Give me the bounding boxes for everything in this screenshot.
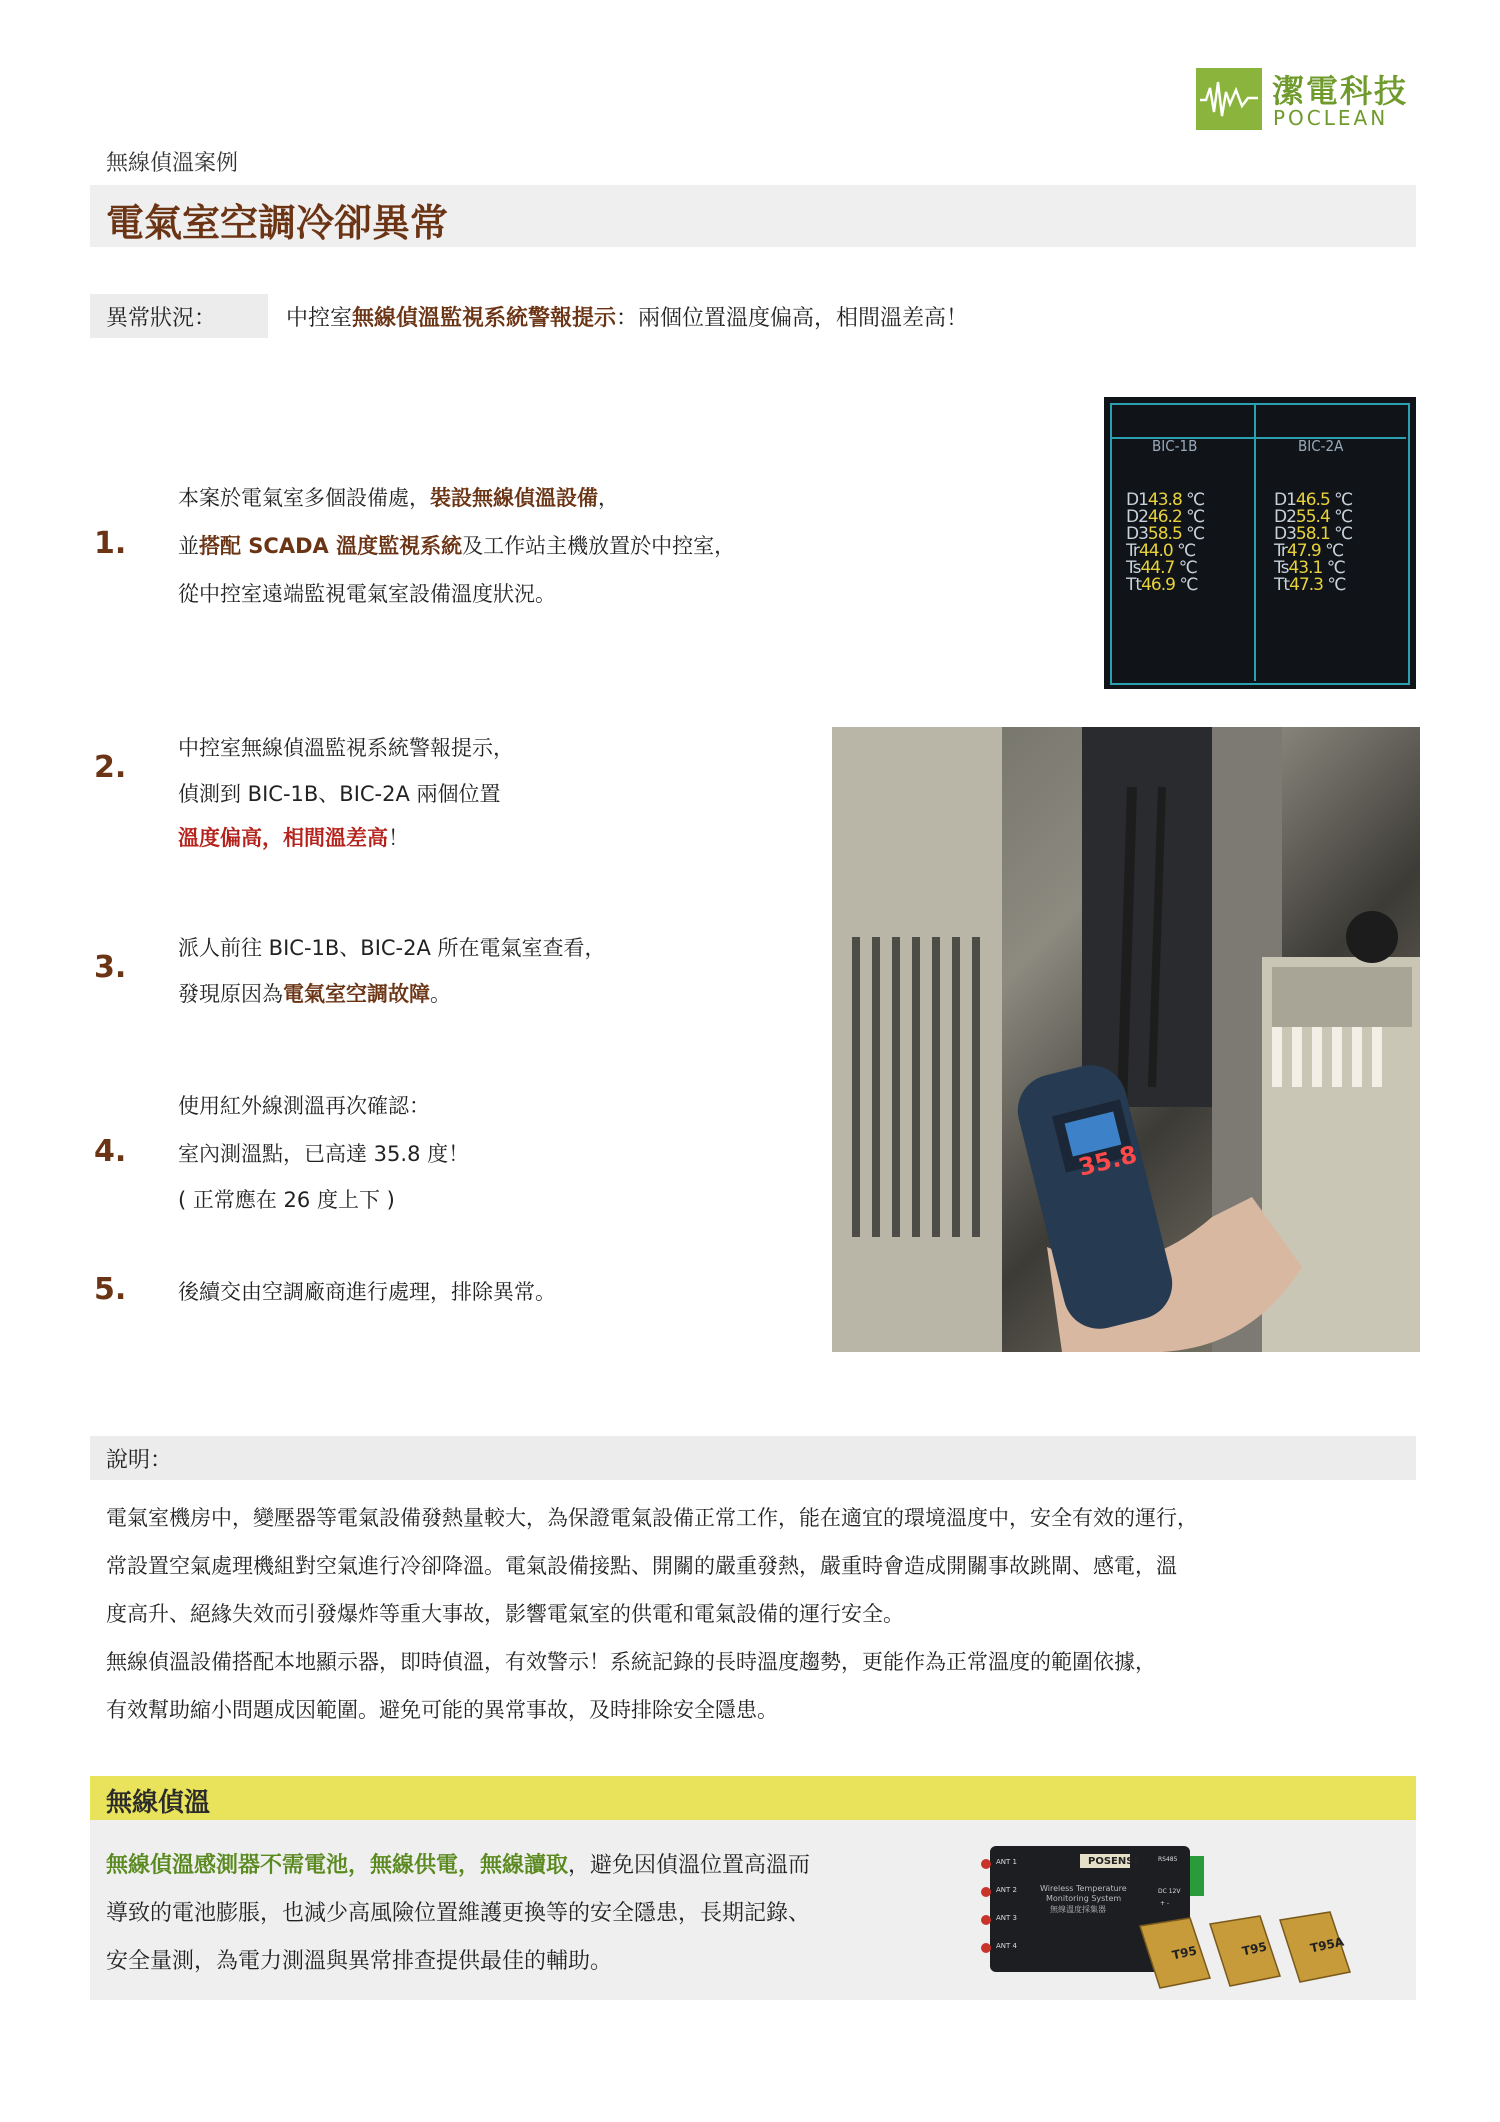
ir-reading-display: 35.8 [1075,1140,1140,1182]
device-illustration [980,1846,1410,1996]
scada-reading-unit: ℃ [1322,558,1345,578]
step-5-line-1: 後續交由空調廠商進行處理，排除異常。 [178,1280,556,1304]
step-2-line-2: 偵測到 BIC-1B、BIC-2A 兩個位置 [178,782,501,806]
device-ant-3: ANT 3 [996,1914,1017,1922]
step-1-line-1 [178,482,619,512]
abnormal-highlight: 無線偵溫監視系統警報提示 [352,306,617,331]
scada-reading-value: 47.9 [1286,541,1321,561]
step-2-highlight: 溫度偏高，相間溫差高 [178,826,388,850]
step-1-line-2 [178,530,735,560]
device-brand: POSENSE [1088,1856,1141,1867]
scada-reading-unit: ℃ [1174,575,1198,595]
scada-reading-point: D2 [1274,507,1296,527]
step-4-line-2: 室內測溫點，已高達 35.8 度！ [178,1142,470,1166]
scada-reading-point: Tr [1274,541,1287,561]
scada-screen-photo [1104,397,1416,689]
scada-reading-value: 58.1 [1295,524,1330,544]
ir-thermometer-photo [832,727,1420,1352]
scada-reading-point: D3 [1274,524,1296,544]
scada-reading-point: D3 [1126,524,1148,544]
step-3-text: 發現原因為 [178,982,283,1006]
scada-reading-unit: ℃ [1181,524,1205,544]
step-1-highlight: 搭配 SCADA 溫度監視系統 [199,534,463,558]
scada-reading-unit: ℃ [1181,490,1205,510]
step-1-text: 本案於電氣室多個設備處， [178,486,430,510]
description-label: 說明： [106,1448,173,1473]
description-line-5: 有效幫助縮小問題成因範圍。避免可能的異常事故，及時排除安全隱患。 [106,1698,778,1722]
device-name-en-2: Monitoring System [1046,1894,1122,1903]
device-ant-1: ANT 1 [996,1858,1017,1866]
scada-reading-value: 46.2 [1147,507,1182,527]
logo-mark-icon [1196,68,1262,130]
device-side-label-2: DC 12V [1158,1888,1181,1895]
step-1-text: 並 [178,534,199,558]
step-2-line-1: 中控室無線偵溫監視系統警報提示， [178,736,514,760]
step-1-text: 及工作站主機放置於中控室， [462,534,736,558]
step-1-punct: ， [598,486,619,510]
scada-reading-unit: ℃ [1181,507,1205,527]
sensor-label-3: T95A [1308,1934,1346,1956]
scada-reading-value: 44.7 [1140,558,1175,578]
abnormal-prefix: 中控室 [286,306,353,331]
step-4-number: 4. [94,1134,127,1169]
scada-col2-readings [1274,492,1352,594]
scada-reading-point: Tt [1126,575,1142,595]
scada-reading-value: 46.5 [1295,490,1330,510]
sensor-label-1: T95 [1170,1943,1199,1963]
step-3-number: 3. [94,950,127,985]
scada-reading-unit: ℃ [1172,541,1196,561]
step-1-highlight: 裝設無線偵溫設備 [430,486,598,510]
abnormal-label: 異常狀況： [106,306,217,331]
scada-col1-readings [1126,492,1204,594]
step-2-line-3 [178,822,409,852]
scada-reading-unit: ℃ [1329,507,1353,527]
scada-reading-value: 44.0 [1138,541,1173,561]
description-label-box [90,1436,1416,1480]
scada-reading-value: 46.9 [1141,575,1175,595]
scada-reading-value: 43.8 [1147,490,1182,510]
wireless-device-image [980,1846,1410,1996]
description-line-1: 電氣室機房中，變壓器等電氣設備發熱量較大，為保證電氣設備正常工作，能在適宜的環境溫度中，安全有效的運行， [106,1506,1198,1530]
scada-reading-point: Tt [1274,575,1290,595]
scada-reading-point: Ts [1274,558,1289,578]
wireless-line-1 [106,1848,810,1879]
scada-col1-header: BIC-1B [1152,437,1198,455]
step-2-number: 2. [94,750,127,785]
wireless-title: 無線偵溫 [106,1788,211,1818]
scada-reading-point: D2 [1126,507,1148,527]
scada-reading-unit: ℃ [1322,575,1346,595]
scada-reading-row [1274,577,1352,594]
step-1-number: 1. [94,526,127,561]
scada-reading-row [1126,577,1204,594]
scada-reading-value: 43.1 [1288,558,1323,578]
description-line-3: 度高升、絕緣失效而引發爆炸等重大事故，影響電氣室的供電和電氣設備的運行安全。 [106,1602,904,1626]
abnormal-text [286,301,968,332]
scada-reading-point: D1 [1274,490,1296,510]
wireless-line-3: 安全量測，為電力測溫與異常排查提供最佳的輔助。 [106,1949,613,1974]
step-1-line-3: 從中控室遠端監視電氣室設備溫度狀況。 [178,582,556,606]
scada-reading-unit: ℃ [1329,490,1353,510]
logo-en-text: POCLEAN [1273,106,1389,130]
step-3-line-2 [178,978,451,1008]
sensor-label-2: T95 [1240,1939,1269,1959]
device-side-label-1: RS485 [1158,1856,1178,1863]
wireless-line-2: 導致的電池膨脹，也減少高風險位置維護更換等的安全隱患，長期記錄、 [106,1901,811,1926]
ir-photo-illustration [832,727,1420,1352]
wireless-title-bar [90,1776,1416,1820]
scada-reading-value: 55.4 [1295,507,1330,527]
step-3-highlight: 電氣室空調故障 [283,982,430,1006]
logo-cn-text: 潔電科技 [1272,72,1409,110]
device-name-en-1: Wireless Temperature [1040,1884,1127,1893]
scada-reading-point: D1 [1126,490,1148,510]
company-logo [1196,66,1416,134]
abnormal-suffix: ：兩個位置溫度偏高，相間溫差高！ [616,306,969,331]
scada-divider [1254,403,1256,681]
scada-col2-header: BIC-2A [1298,437,1344,455]
device-side-label-3: + - [1160,1900,1170,1907]
step-4-line-3: ( 正常應在 26 度上下 ) [178,1188,395,1212]
description-line-4: 無線偵溫設備搭配本地顯示器，即時偵溫，有效警示！系統記錄的長時溫度趨勢，更能作為正常溫度的範圍依據， [106,1650,1156,1674]
step-3-line-1: 派人前往 BIC-1B、BIC-2A 所在電氣室查看， [178,936,606,960]
scada-reading-unit: ℃ [1329,524,1353,544]
step-5-number: 5. [94,1272,127,1307]
scada-reading-value: 47.3 [1289,575,1323,595]
scada-reading-value: 58.5 [1147,524,1182,544]
scada-reading-unit: ℃ [1174,558,1197,578]
device-name-cn: 無線溫度採集器 [1050,1905,1106,1914]
category-label: 無線偵溫案例 [106,151,239,176]
scada-reading-unit: ℃ [1320,541,1344,561]
device-ant-4: ANT 4 [996,1942,1017,1950]
wireless-text: ，避免因偵溫位置高溫而 [568,1853,811,1878]
page-title: 電氣室空調冷卻異常 [106,201,449,245]
device-ant-2: ANT 2 [996,1886,1017,1894]
scada-reading-point: Ts [1126,558,1141,578]
step-2-punct: ！ [388,826,409,850]
step-3-punct: 。 [430,982,451,1006]
wireless-highlight: 無線偵溫感測器不需電池，無線供電，無線讀取 [106,1853,569,1878]
scada-reading-point: Tr [1126,541,1139,561]
description-line-2: 常設置空氣處理機組對空氣進行冷卻降溫。電氣設備接點、開關的嚴重發熱，嚴重時會造成開關事故跳閘、感電，溫 [106,1554,1177,1578]
step-4-line-1: 使用紅外線測溫再次確認： [178,1094,430,1118]
